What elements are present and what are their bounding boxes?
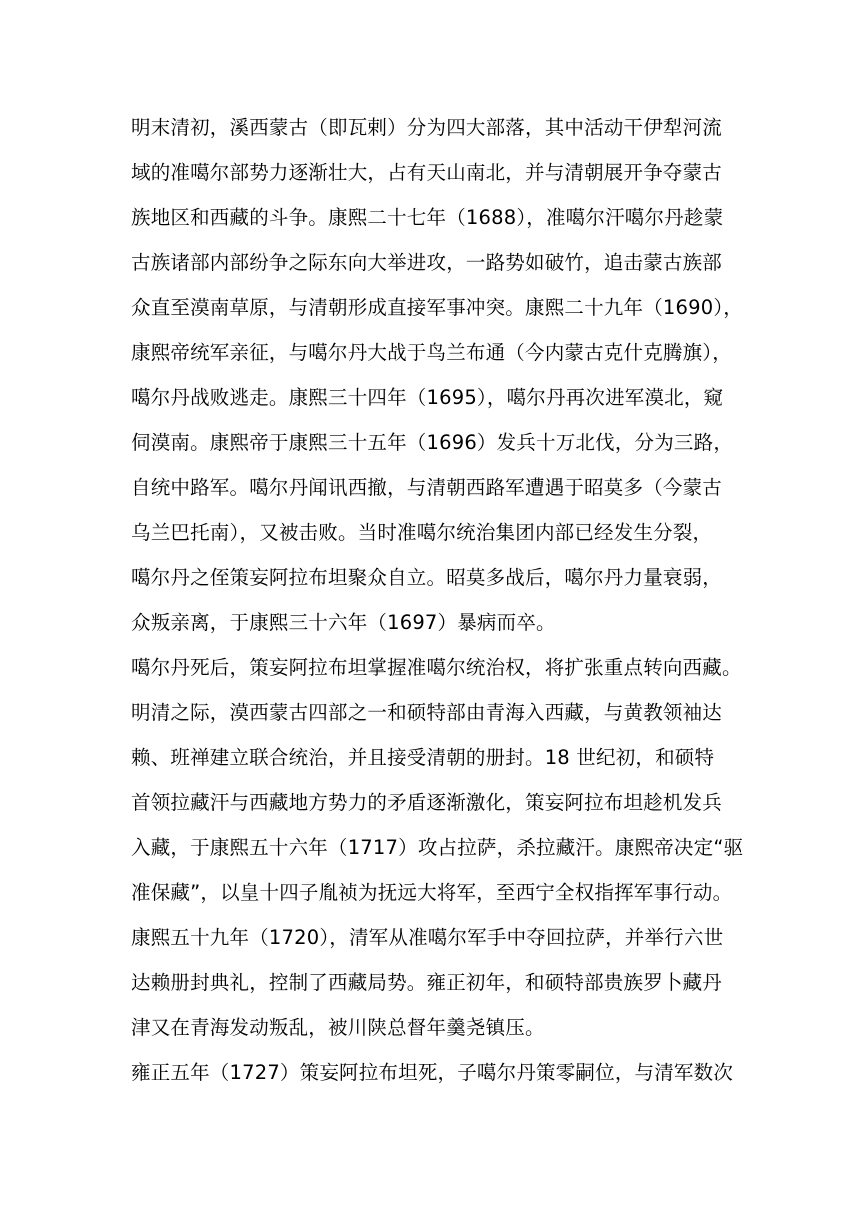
text-line: 达赖册封典礼，控制了西藏局势。雍正初年，和硕特部贵族罗卜藏丹	[131, 971, 723, 994]
text-line: 首领拉藏汗与西藏地方势力的矛盾逐渐激化，策妄阿拉布坦趁机发兵	[131, 791, 723, 814]
text-line: 赖、班禅建立联合统治，并且接受清朝的册封。18 世纪初，和硕特	[131, 746, 715, 769]
text-line: 康熙帝统军亲征，与噶尔丹大战于鸟兰布通（今内蒙古克什克腾旗），	[131, 341, 732, 364]
text-line: 域的准噶尔部势力逐渐壮大，占有天山南北，并与清朝展开争夺蒙古	[131, 161, 723, 184]
text-line: 古族诸部内部纷争之际东向大举进攻，一路势如破竹，追击蒙古族部	[131, 251, 723, 274]
text-line: 众直至漠南草原，与清朝形成直接军事冲突。康熙二十九年（1690），	[131, 296, 743, 319]
text-line: 自统中路军。噶尔丹闻讯西撤，与清朝西路军遭遇于昭莫多（今蒙古	[131, 476, 723, 499]
text-line: 噶尔丹战败逃走。康熙三十四年（1695），噶尔丹再次进军漠北，窥	[131, 386, 724, 409]
text-line: 族地区和西藏的斗争。康熙二十七年（1688），准噶尔汗噶尔丹趁蒙	[131, 206, 724, 229]
text-line: 噶尔丹之侄策妄阿拉布坦聚众自立。昭莫多战后，噶尔丹力量衰弱，	[131, 566, 723, 589]
text-line: 入藏，于康熙五十六年（1717）攻占拉萨，杀拉藏汗。康熙帝决定“驱	[131, 836, 744, 859]
text-line: 明末清初，溪西蒙古（即瓦剌）分为四大部落，其中活动干伊犁河流	[131, 116, 723, 139]
text-line: 明清之际，漠西蒙古四部之一和硕特部由青海入西藏，与黄教领袖达	[131, 701, 723, 724]
text-line: 准保藏”，以皇十四子胤祯为抚远大将军，至西宁全权指挥军事行动。	[131, 881, 733, 904]
text-line: 乌兰巴托南），又被击败。当时准噶尔统治集团内部已经发生分裂，	[131, 521, 713, 544]
text-line: 雍正五年（1727）策妄阿拉布坦死，子噶尔丹策零嗣位，与清军数次	[131, 1061, 734, 1084]
text-line: 众叛亲离，于康熙三十六年（1697）暴病而卒。	[131, 611, 556, 634]
text-line: 津又在青海发动叛乱，被川陕总督年羹尧镇压。	[131, 1016, 545, 1039]
text-line: 伺漠南。康熙帝于康熙三十五年（1696）发兵十万北伐，分为三路，	[131, 431, 734, 454]
text-line: 噶尔丹死后，策妄阿拉布坦掌握准噶尔统治权，将扩张重点转向西藏。	[131, 656, 742, 679]
text-line: 康熙五十九年（1720），清军从准噶尔军手中夺回拉萨，并举行六世	[131, 926, 724, 949]
